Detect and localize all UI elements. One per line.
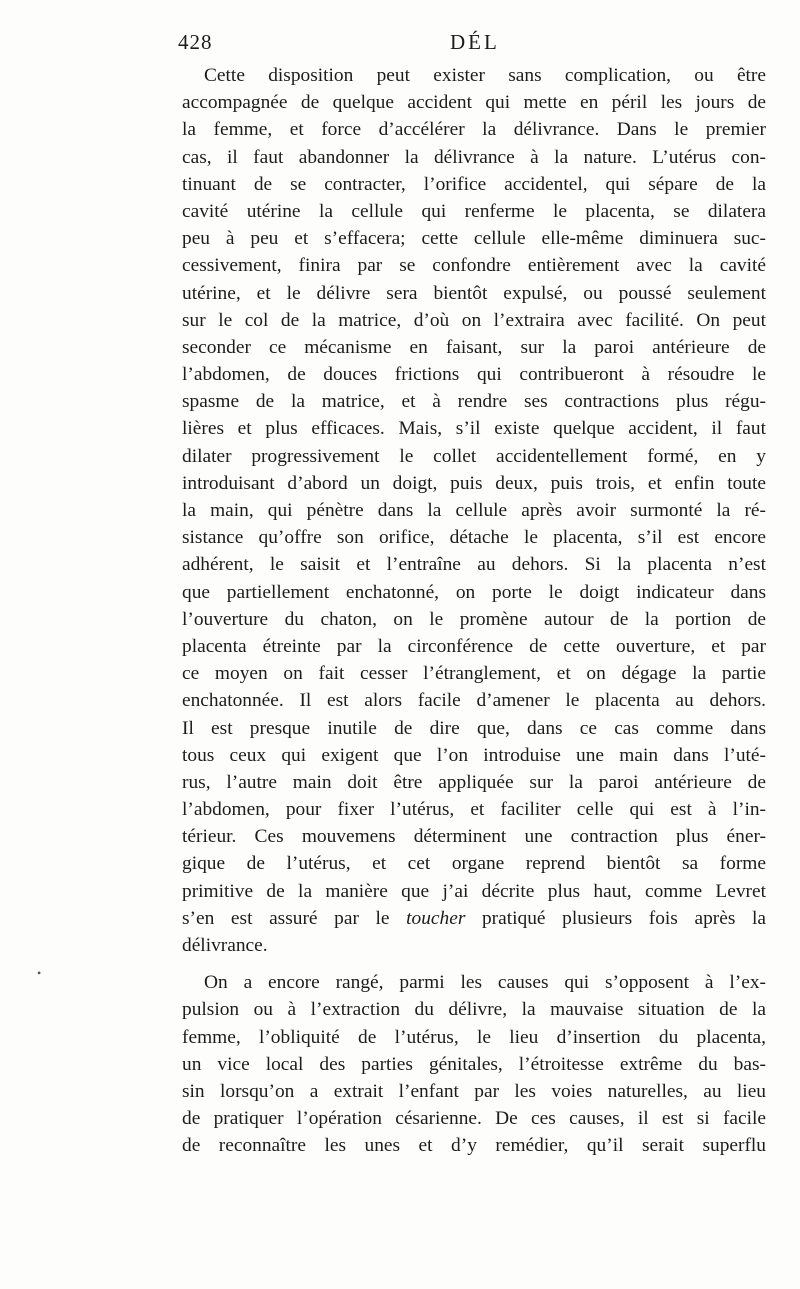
- text-line: l’ouverture du chaton, on le promène autour de la portion de: [182, 608, 766, 630]
- text-line: femme, l’obliquité de l’utérus, le lieu d’insertion du placenta,: [182, 1026, 766, 1048]
- text-line: sur le col de la matrice, d’où on l’extraira avec facilité. On peut: [182, 309, 766, 331]
- text-line: primitive de la manière que j’ai décrite plus haut, comme Levret: [182, 880, 766, 902]
- text-line: peu à peu et s’effacera; cette cellule elle-même diminuera suc-: [182, 228, 766, 250]
- text-line: sin lorsqu’on a extrait l’enfant par les voies naturelles, au lieu: [182, 1080, 766, 1102]
- paragraph-1: [182, 62, 766, 959]
- text-line: tous ceux qui exigent que l’on introduise une main dans l’uté-: [182, 744, 766, 766]
- text-line: introduisant d’abord un doigt, puis deux, puis trois, et enfin toute: [182, 472, 766, 494]
- text-line: la main, qui pénètre dans la cellule après avoir surmonté la ré-: [182, 500, 766, 521]
- text-line: cavité utérine la cellule qui renferme le placenta, se dilatera: [182, 200, 766, 222]
- text-line: accompagnée de quelque accident qui mette en péril les jours de: [182, 92, 766, 114]
- text-line: sistance qu’offre son orifice, détache le placenta, s’il est encore: [182, 527, 766, 549]
- text-line: un vice local des parties génitales, l’étroitesse extrême du bas-: [182, 1053, 766, 1075]
- text-line: térieur. Ces mouvemens déterminent une contraction plus éner-: [182, 826, 766, 848]
- text-line: délivrance.: [182, 935, 268, 956]
- text-run: s’en est assuré par le: [182, 907, 407, 929]
- text-line: On a encore rangé, parmi les causes qui s’opposent à l’ex-: [204, 972, 766, 994]
- page-header: [178, 30, 768, 60]
- text-line: Cette disposition peut exister sans complication, ou être: [204, 65, 766, 86]
- text-line: seconder ce mécanisme en faisant, sur la paroi antérieure de: [182, 336, 766, 358]
- page-number: 428: [178, 30, 213, 54]
- italic-word: toucher: [406, 907, 466, 929]
- text-line: de pratiquer l’opération césarienne. De ces causes, il est si facile: [182, 1108, 766, 1130]
- text-line: placenta étreinte par la circonférence de cette ouverture, et par: [182, 635, 766, 657]
- text-line-with-italic: [182, 905, 766, 932]
- text-line: cas, il faut abandonner la délivrance à la nature. L’utérus con-: [182, 146, 766, 168]
- text-line: que partiellement enchatonné, on porte le doigt indicateur dans: [182, 581, 766, 603]
- text-line: pulsion ou à l’extraction du délivre, la mauvaise situation de la: [182, 999, 766, 1021]
- text-line: l’abdomen, de douces frictions qui contribueront à résoudre le: [182, 364, 766, 386]
- text-line: cessivement, finira par se confondre entièrement avec la cavité: [182, 255, 766, 277]
- text-line: ce moyen on fait cesser l’étranglement, et on dégage la partie: [182, 663, 766, 685]
- paragraph-gap: [182, 959, 766, 969]
- text-line: spasme de la matrice, et à rendre ses contractions plus régu-: [182, 391, 766, 413]
- text-line: lières et plus efficaces. Mais, s’il existe quelque accident, il faut: [182, 418, 766, 440]
- body-text: [182, 62, 766, 1160]
- margin-mark: •: [37, 966, 42, 980]
- text-line: adhérent, le saisit et l’entraîne au dehors. Si la placenta n’est: [182, 554, 766, 576]
- text-line: dilater progressivement le collet accidentellement formé, en y: [182, 445, 766, 467]
- paragraph-2: [182, 969, 766, 1159]
- running-head: DÉL: [450, 30, 500, 54]
- text-line: enchatonnée. Il est alors facile d’amener le placenta au dehors.: [182, 690, 766, 712]
- text-line: tinuant de se contracter, l’orifice accidentel, qui sépare de la: [182, 173, 766, 195]
- text-line: de reconnaître les unes et d’y remédier, qu’il serait superflu: [182, 1135, 766, 1157]
- text-line: gique de l’utérus, et cet organe reprend bientôt sa forme: [182, 853, 766, 875]
- text-line: rus, l’autre main doit être appliquée sur la paroi antérieure de: [182, 771, 766, 793]
- text-line: utérine, et le délivre sera bientôt expulsé, ou poussé seulement: [182, 282, 766, 304]
- text-run: pratiqué plusieurs fois après la: [465, 907, 766, 929]
- text-line: l’abdomen, pour fixer l’utérus, et faciliter celle qui est à l’in-: [182, 799, 766, 821]
- text-line: la femme, et force d’accélérer la délivrance. Dans le premier: [182, 119, 766, 141]
- text-line: Il est presque inutile de dire que, dans ce cas comme dans: [182, 717, 766, 739]
